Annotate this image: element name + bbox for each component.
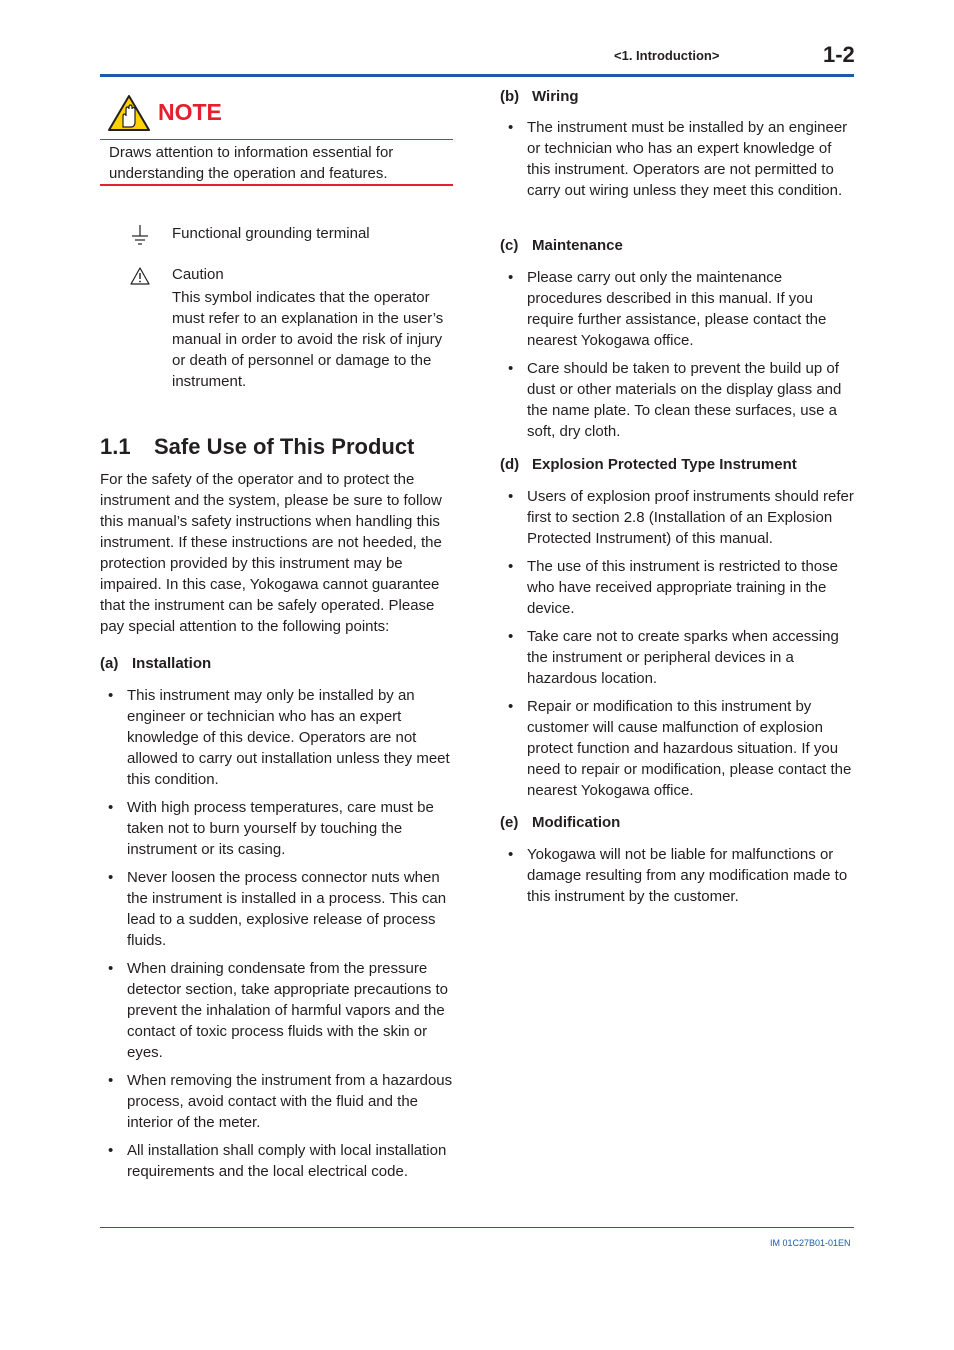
list-item: • Take care not to create sparks when accessing the instrument or peripheral devices in a hazardous location. <box>508 628 839 687</box>
subsection-d-label: (d) <box>500 456 520 473</box>
subsection-a-heading <box>100 655 460 672</box>
subsection-e-heading <box>500 814 856 831</box>
list-item: • Users of explosion proof instruments should refer first to section 2.8 (Installation of an Explosion Protected Instrument) of this manual. <box>508 488 854 547</box>
subsection-b-title: Wiring <box>532 88 579 105</box>
wiring-list <box>500 117 856 208</box>
subsection-c-label: (c) <box>500 237 519 254</box>
list-item: • When removing the instrument from a hazardous process, avoid contact with the fluid and the interior of the meter. <box>108 1072 453 1131</box>
header-rule <box>100 74 854 77</box>
caution-symbol-title: Caution <box>172 266 224 283</box>
subsection-c-heading <box>500 237 856 254</box>
subsection-e-label: (e) <box>500 814 519 831</box>
note-body: Draws attention to information essential for understanding the operation and features. <box>109 144 394 182</box>
maintenance-list <box>500 267 856 449</box>
chapter-header: <1. Introduction> <box>614 48 720 63</box>
caution-icon <box>130 267 150 285</box>
subsection-b-label: (b) <box>500 88 520 105</box>
note-title: NOTE <box>158 99 222 125</box>
subsection-a-title: Installation <box>132 655 212 672</box>
list-item: • The instrument must be installed by an engineer or technician who has an expert knowledge of this instrument. Operators are not permitted to carry out wiring unless they meet this condition. <box>508 119 848 199</box>
footer-rule <box>100 1227 854 1228</box>
list-item: • This instrument may only be installed by an engineer or technician who has an expert knowledge of this device. Operators are not allowed to carry out installation unless they meet this condition. <box>108 687 450 788</box>
section-title-text: Safe Use of This Product <box>154 434 415 459</box>
list-item: • With high process temperatures, care must be taken not to burn yourself by touching the instrument or its casing. <box>108 799 434 858</box>
list-item: • When draining condensate from the pressure detector section, take appropriate precautions to prevent the inhalation of harmful vapors and the contact of toxic process fluids with the skin or eyes. <box>108 960 449 1061</box>
list-item: • Never loosen the process connector nuts when the instrument is installed in a process. This can lead to a sudden, explosive release of process fluids. <box>108 869 447 949</box>
hand-warning-icon <box>107 94 151 132</box>
caution-symbol-description: This symbol indicates that the operator must refer to an explanation in the user’s manual in order to avoid the risk of injury or death of personnel or damage to the instrument. <box>172 289 444 390</box>
list-item: • Please carry out only the maintenance procedures described in this manual. If you require further assistance, please contact the nearest Yokogawa office. <box>508 269 827 349</box>
list-item: • All installation shall comply with local installation requirements and the local electrical code. <box>108 1142 447 1180</box>
explosion-protected-list <box>500 486 856 808</box>
document-code: IM 01C27B01-01EN <box>770 1238 851 1248</box>
section-number: 1.1 <box>100 434 131 459</box>
subsection-c-title: Maintenance <box>532 237 623 254</box>
ground-icon <box>130 224 150 246</box>
installation-list <box>100 685 460 1189</box>
note-top-rule <box>100 139 453 140</box>
list-item: • Repair or modification to this instrument by customer will cause malfunction of explosion protect function and hazardous situation. If you need to repair or modification, please contact the nearest Yokogawa office. <box>508 698 852 799</box>
subsection-a-label: (a) <box>100 655 119 672</box>
list-item: • Yokogawa will not be liable for malfunctions or damage resulting from any modification made to this instrument by the customer. <box>508 846 848 905</box>
page-number: 1-2 <box>823 42 855 67</box>
list-item: • Care should be taken to prevent the build up of dust or other materials on the display glass and the name plate. To clean these surfaces, use a soft, dry cloth. <box>508 360 842 440</box>
ground-symbol-label: Functional grounding terminal <box>172 225 370 242</box>
subsection-d-title: Explosion Protected Type Instrument <box>532 456 797 473</box>
list-item: • The use of this instrument is restricted to those who have received appropriate training in the device. <box>508 558 838 617</box>
section-title <box>100 434 414 460</box>
section-intro: For the safety of the operator and to protect the instrument and the system, please be sure to follow this manual’s safety instructions when handling this instrument. If these instructions are not heeded, the protection provided by this instrument may be impaired. In this case, Yokogawa cannot guarantee that the instrument can be safely operated. Please pay special attention to the following points: <box>100 471 442 635</box>
subsection-b-heading <box>500 88 856 105</box>
modification-list <box>500 844 856 914</box>
subsection-d-heading <box>500 456 856 473</box>
subsection-e-title: Modification <box>532 814 621 831</box>
note-bottom-rule <box>100 184 453 186</box>
